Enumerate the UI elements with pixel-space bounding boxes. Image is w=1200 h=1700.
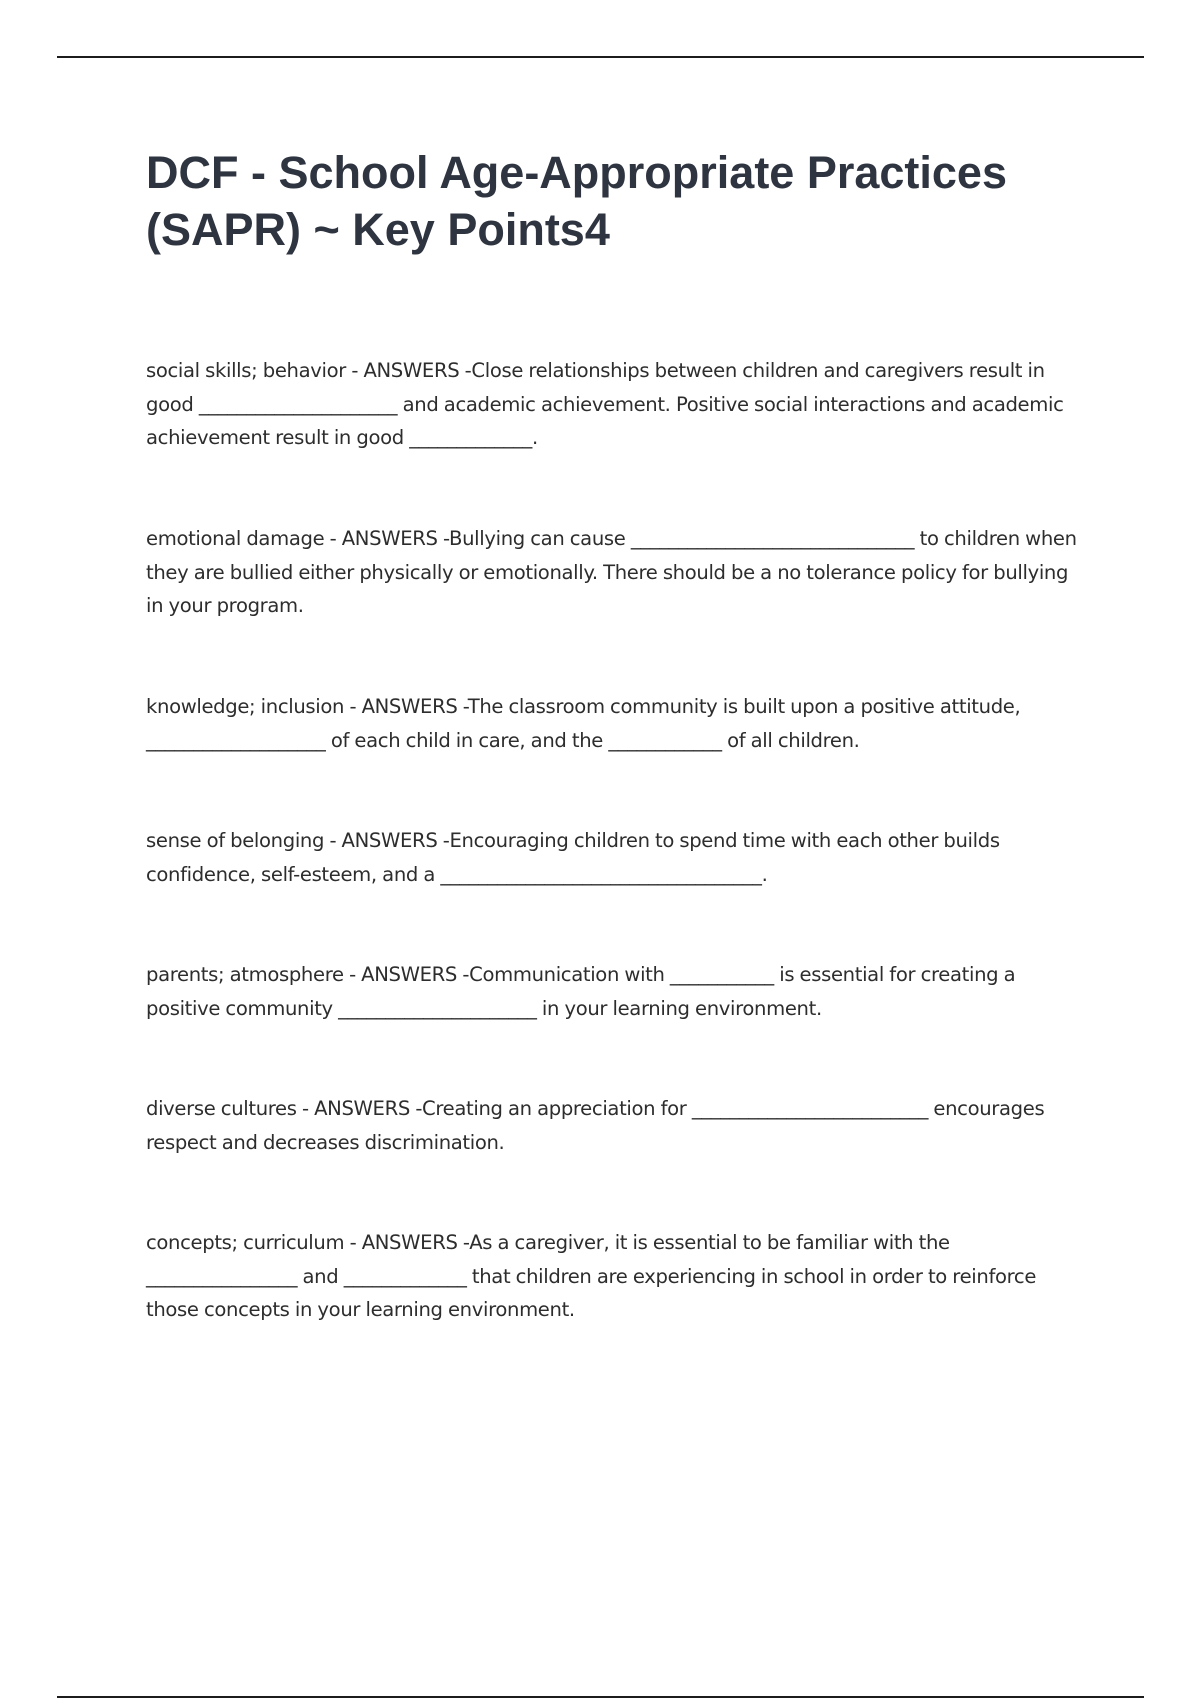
question-text: Communication with ___________ is essential for creating a positive community _____________________ in your learning environment. [146,963,1016,1020]
question-text: Encouraging children to spend time with each other builds confidence, self-esteem, and a __________________________________. [146,829,1000,886]
answer-text: parents; atmosphere [146,963,344,986]
qa-item [146,1226,1078,1327]
answer-text: knowledge; inclusion [146,695,345,718]
answer-text: diverse cultures [146,1097,297,1120]
document-title: DCF - School Age-Appropriate Practices (SAPR) ~ Key Points4 [146,147,1007,255]
answer-separator: - ANSWERS - [345,359,472,382]
bottom-divider [57,1696,1144,1698]
qa-item [146,522,1078,623]
answer-separator: - ANSWERS - [324,527,450,550]
answer-separator: - ANSWERS - [344,1231,470,1254]
answer-text: concepts; curriculum [146,1231,345,1254]
answer-text: emotional damage [146,527,325,550]
answer-text: sense of belonging [146,829,325,852]
qa-item [146,354,1078,455]
answer-separator: - ANSWERS - [344,695,468,718]
question-text: Close relationships between children and caregivers result in good _____________________ and academic achievement. Positive social interactions and academic achievement result in good _____________. [146,359,1064,449]
answer-separator: - ANSWERS - [343,963,470,986]
answer-separator: - ANSWERS - [296,1097,423,1120]
answer-separator: - ANSWERS - [324,829,450,852]
qa-item [146,958,1078,1025]
question-text: The classroom community is built upon a positive attitude, ___________________ of each child in care, and the ____________ of all children. [146,695,1021,752]
question-text: Bullying can cause ______________________________ to children when they are bullied either physically or emotionally. There should be a no tolerance policy for bullying in your program. [146,527,1077,617]
question-text: As a caregiver, it is essential to be familiar with the ________________ and _____________ that children are experiencing in school in order to reinforce those concepts in your learning environment. [146,1231,1037,1321]
qa-item [146,690,1078,757]
qa-item [146,824,1078,891]
answer-text: social skills; behavior [146,359,346,382]
question-text: Creating an appreciation for _________________________ encourages respect and decreases discrimination. [146,1097,1045,1154]
top-divider [57,56,1144,58]
qa-item [146,1092,1078,1159]
